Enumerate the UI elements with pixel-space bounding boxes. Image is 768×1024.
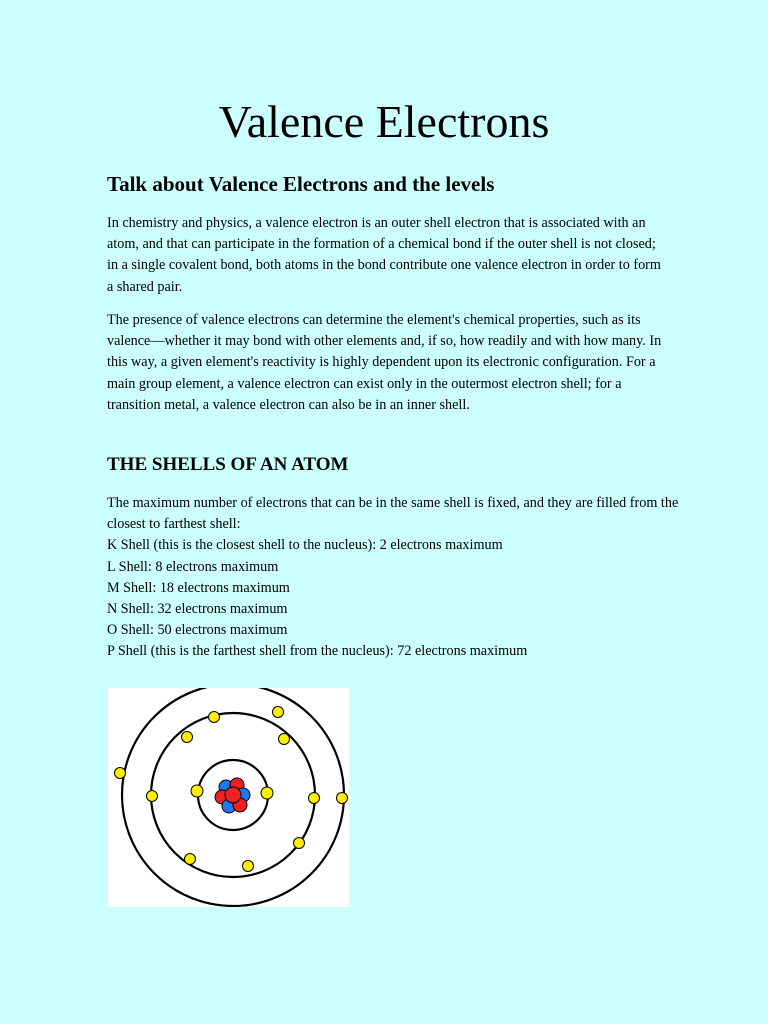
electron [309,793,320,804]
electron [147,791,158,802]
shell-item-l: L Shell: 8 electrons maximum [107,558,279,575]
section-heading-valence: Talk about Valence Electrons and the levels [107,172,495,196]
electron [273,707,284,718]
electron [279,734,290,745]
section-heading-shells: THE SHELLS OF AN ATOM [107,454,349,475]
shell-item-p: P Shell (this is the farthest shell from the nucleus): 72 electrons maximum [107,643,528,660]
electron [243,861,254,872]
paragraph-definition: In chemistry and physics, a valence electron is an outer shell electron that is associated with an atom, and that can participate in the formation of a chemical bond if the outer shell is not closed; in a single covalent bond, both atoms in the bond contribute one valence electron in order to form a shared pair. [107,215,661,295]
page-title: Valence Electrons [218,96,550,147]
electron [337,793,348,804]
electron [209,712,220,723]
nucleus [215,778,250,813]
atom-diagram-icon [108,688,349,907]
shell-item-k: K Shell (this is the closest shell to the nucleus): 2 electrons maximum [107,537,503,554]
electron [191,785,203,797]
proton [225,787,241,803]
shell-item-o: O Shell: 50 electrons maximum [107,622,288,639]
shell-list [107,493,687,663]
electron [185,854,196,865]
shell-item-n: N Shell: 32 electrons maximum [107,601,288,618]
shell-intro: The maximum number of electrons that can be in the same shell is fixed, and they are filled from the closest to farthest shell: [107,495,679,533]
atom-diagram-svg [108,688,349,907]
electron [294,838,305,849]
electron [115,768,126,779]
paragraph-properties: The presence of valence electrons can determine the element's chemical properties, such as its valence—whether it may bond with other elements and, if so, how readily and with how many. In this way, a given element's reactivity is highly dependent upon its electronic configuration. For a main group element, a valence electron can exist only in the outermost electron shell; for a transition metal, a valence electron can also be in an inner shell. [107,312,662,413]
electron [261,787,273,799]
electron [182,732,193,743]
shell-item-m: M Shell: 18 electrons maximum [107,579,290,596]
